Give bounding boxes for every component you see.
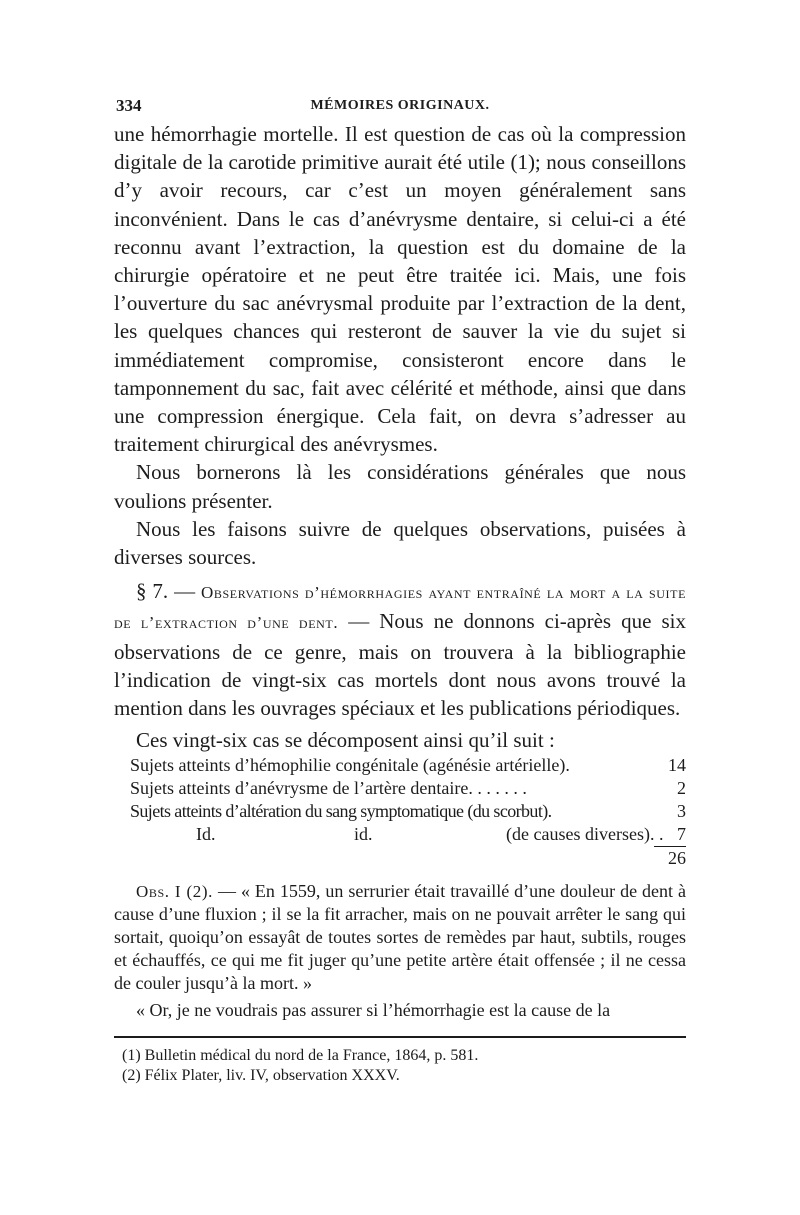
paragraph: Nous bornerons là les considérations générales que nous voulions présenter.: [114, 460, 686, 513]
breakdown-intro: Ces vingt-six cas se décomposent ainsi qu’il suit :: [136, 728, 555, 753]
observation: [114, 880, 686, 1022]
breakdown-row: [114, 754, 686, 777]
row-label-id: Id.: [196, 824, 216, 845]
page: [114, 96, 686, 1086]
paragraph: une hémorrhagie mortelle. Il est question de cas où la compression digitale de la carotide primitive aurait été utile (1); nous conseillons d’y avoir recours, car c’est un moyen généralement sans inconvénient. Dans le cas d’anévrysme dentaire, si celui-ci a été reconnu avant l’extraction, la question est du domaine de la chirurgie opératoire et ne peut être traitée ici. Mais, une fois l’ouverture du sac anévrysmal produite par l’extraction de la dent, les quelques chances qui resteront de sauver la vie du sujet si immédiatement compromise, consisteront encore dans le tamponnement du sac, fait avec célérité et méthode, ainsi que dans une compression énergique. Cela fait, on devra s’adresser au traitement chirurgical des anévrysmes.: [114, 122, 686, 457]
observation-paragraph: [114, 880, 686, 995]
footnotes: [114, 1046, 686, 1086]
total-value: 26: [654, 846, 686, 870]
footnote: (1) Bulletin médical du nord de la France, 1864, p. 581.: [122, 1047, 479, 1065]
observation-label: Obs. I (2).: [136, 882, 213, 902]
breakdown-row: [114, 777, 686, 800]
row-label: [130, 823, 663, 846]
section-mark: § 7. —: [136, 579, 196, 604]
paragraph: Nous les faisons suivre de quelques observations, puisées à diverses sources.: [114, 516, 686, 570]
page-number: 334: [116, 96, 142, 115]
breakdown-total: [114, 846, 686, 870]
footnote-rule: [114, 1036, 686, 1038]
breakdown-row: [114, 800, 686, 823]
observation-text: — « En 1559, un serrurier était travaillé d’une douleur de dent à cause d’une fluxion ; il se la fit arracher, mais on ne pouvait arrêter le sang qui sortait, quoiqu’on essayât de toutes sortes de remèdes par haut, subtils, rouges et échauffés, ce qui me fit juger qu’une petite artère était offensée ; il ne cessa de couler jusqu’à la mort. »: [114, 881, 687, 994]
section-paragraph: [114, 577, 686, 722]
main-text: [114, 120, 686, 754]
section-text: — Nous ne donnons ci-après que six observations de ce genre, mais on trouvera à la bibliographie l’indication de vingt-six cas mortels dont nous avons trouvé la mention dans les ouvrages spéciaux et les publications périodiques.: [114, 609, 686, 721]
row-value: 3: [677, 801, 686, 822]
row-label: Sujets atteints d’anévrysme de l’artère dentaire. . . . . . .: [130, 778, 527, 799]
row-label: Sujets atteints d’altération du sang symptomatique (du scorbut).: [130, 801, 552, 822]
row-value: 14: [668, 755, 686, 776]
row-label: Sujets atteints d’hémophilie congénitale (agénésie artérielle).: [130, 755, 570, 776]
observation-continuation: « Or, je ne voudrais pas assurer si l’hémorrhagie est la cause de la: [136, 1000, 611, 1021]
footnote: (2) Félix Plater, liv. IV, observation XXXV.: [122, 1067, 400, 1085]
breakdown-table: [114, 754, 686, 870]
running-title: MÉMOIRES ORIGINAUX.: [310, 98, 490, 113]
row-value: 2: [677, 778, 686, 799]
row-label-id2: id.: [354, 824, 373, 845]
section-title: Observations d’hémorrhagies ayant entraîné la mort a la suite de l’extraction d’une dent.: [114, 583, 687, 633]
running-header: [114, 96, 686, 120]
row-value: 7: [677, 824, 686, 845]
breakdown-row: [114, 823, 686, 846]
row-label-causes: (de causes diverses). .: [506, 824, 664, 845]
